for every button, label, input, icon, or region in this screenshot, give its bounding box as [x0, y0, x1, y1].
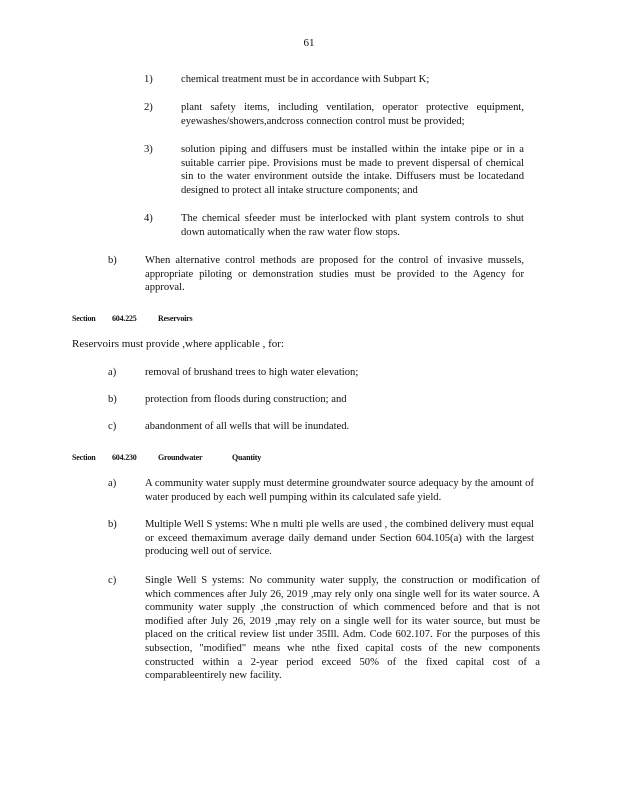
list-item-label: c): [108, 575, 117, 586]
list-item-label: c): [108, 421, 117, 432]
section-number: 604.225: [112, 314, 137, 323]
section-title: Groundwater: [158, 453, 203, 462]
list-item-label: a): [108, 367, 117, 378]
list-item-label: b): [108, 255, 117, 266]
page-number: 61: [303, 37, 315, 49]
list-item-label: b): [108, 519, 117, 530]
list-item-label: 3): [144, 144, 153, 155]
list-item-text: The chemical sfeeder must be interlocked with plant system controls to shut down automatically when the raw water flow stops.: [181, 213, 524, 238]
list-item-label: 2): [144, 102, 153, 113]
list-item-text: When alternative control methods are proposed for the control of invasive mussels, appropriate piloting or demonstration studies must be provided to the Agency for approval.: [145, 255, 524, 294]
section-word: Section: [72, 453, 96, 462]
list-item-text: A community water supply must determine groundwater source adequacy by the amount of water produced by each well pumping within its calculated safe yield.: [145, 478, 534, 503]
section-title: Reservoirs: [158, 314, 193, 323]
list-item-text: protection from floods during construction; and: [145, 394, 347, 405]
reservoirs-intro: Reservoirs must provide ,where applicable , for:: [72, 338, 284, 350]
list-item-text: removal of brushand trees to high water elevation;: [145, 367, 359, 378]
list-item-text: Multiple Well S ystems: Whe n multi ple wells are used , the combined delivery must equal or exceed themaximum average daily demand under Section 604.105(a) with the largest producing well out of service.: [145, 519, 534, 558]
list-item-label: b): [108, 394, 117, 405]
list-item-label: a): [108, 478, 117, 489]
list-item-text: Single Well S ystems: No community water supply, the construction or modification of which commences after July 26, 2019 ,may rely only ona single well for its water source. A community water supply ,the construction of which commenced before and that is not modified after July 26, 2019 ,may rely on a single well for its water source, but must be placed on the critical review list under 35Ill. Adm. Code 602.107. For the purposes of this subsection, "modified" means whe nthe fixed capital costs of the new components constructed within a 2-year period exceed 50% of the fixed capital cost of a comparableentirely new facility.: [145, 575, 540, 682]
list-item-label: 1): [144, 74, 153, 85]
list-item-text: chemical treatment must be in accordance with Subpart K;: [181, 74, 430, 85]
section-word: Section: [72, 314, 96, 323]
list-item-text: plant safety items, including ventilation, operator protective equipment, eyewashes/showers,andcross connection control must be provided;: [181, 102, 524, 127]
list-item-label: 4): [144, 213, 153, 224]
list-item-text: solution piping and diffusers must be installed within the intake pipe or in a suitable carrier pipe. Provisions must be made to prevent dispersal of chemical sin to the water environment outside the intake. Diffusers must be locatedand designed to protect all intake structure components; and: [181, 144, 524, 196]
section-number: 604.230: [112, 453, 137, 462]
list-item-text: abandonment of all wells that will be inundated.: [145, 421, 350, 432]
section-title-2: Quantity: [232, 453, 262, 462]
